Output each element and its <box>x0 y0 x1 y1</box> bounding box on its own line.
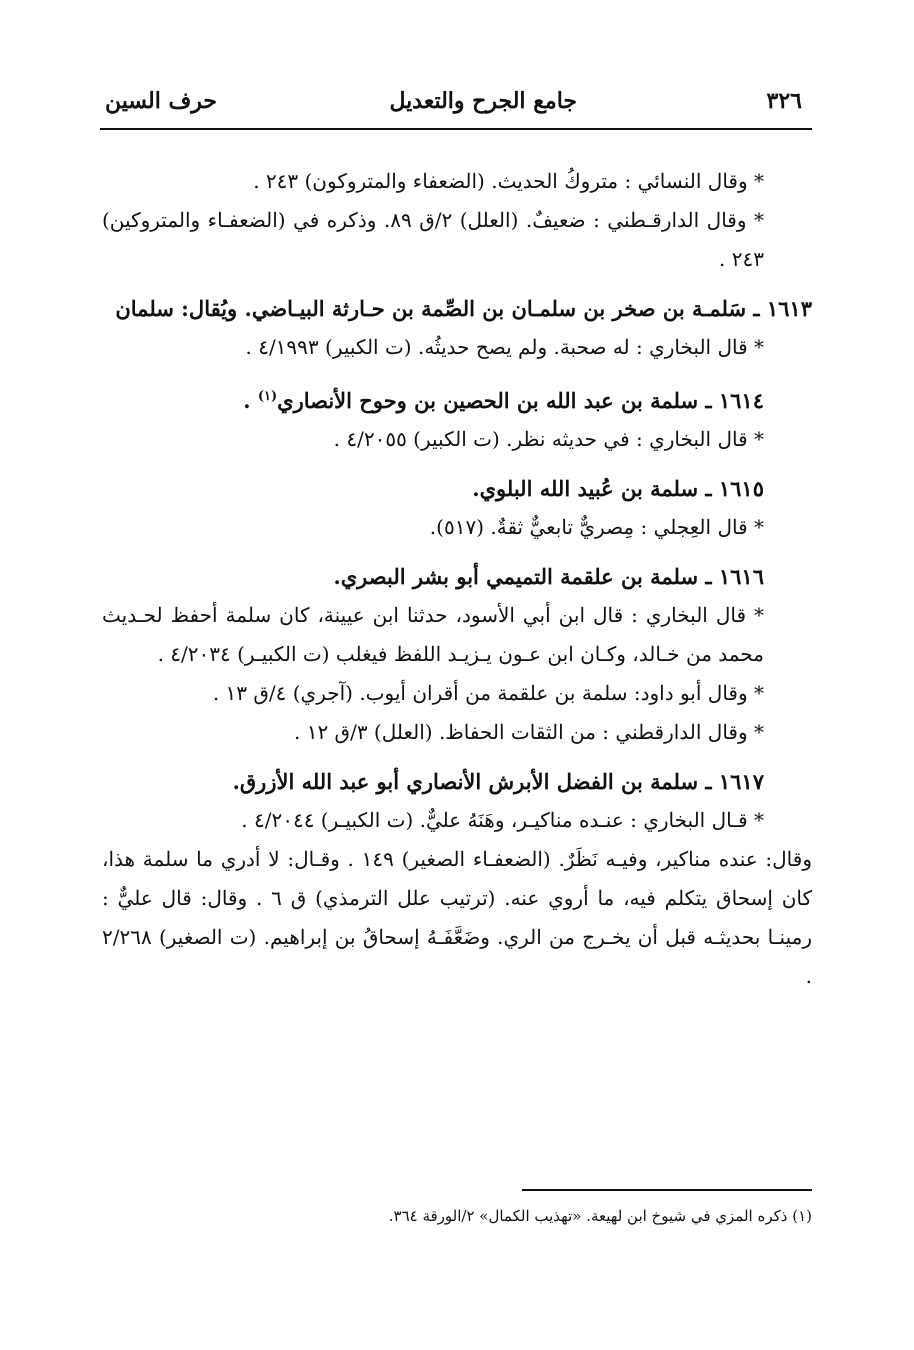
entry-1616-daraqutni: * وقال الدارقطني : من الثقات الحفاظ. (العلل) ٣/ق ١٢ . <box>293 720 764 744</box>
entry-1615-ijli: * قال العِجلي : مِصريٌّ تابعيٌّ ثقةٌ. (٥١٧). <box>429 515 764 539</box>
entry-1617-continued: وقال: عنده مناكير، وفيـه نَظَرٌ. (الضعفـاء الصغير) ١٤٩ . وقـال: لا أدري ما سلمة هذا، كان إسحاق يتكلم فيه، ما أروي عنه. (ترتيب علل الترمذي) ق ٦ . وقال: قال عليٌّ : رمينـا بحديثـه قبل أن يخـرج من الري. وضَعَّفَـهُ إسحاقُ بن إبراهيم. (ت الصغير) ٢/٢٦٨ . <box>102 847 813 988</box>
paragraph-nasai: * وقال النسائي : متروكُ الحديث. (الضعفاء والمتروكون) ٢٤٣ . <box>253 169 764 193</box>
section-title: حرف السين <box>105 88 218 114</box>
entry-1613-bukhari: * قال البخاري : له صحبة. ولم يصح حديثُه. (ت الكبير) ٤/١٩٩٣ . <box>245 335 764 359</box>
paragraph-daraqutni: * وقال الدارقـطني : ضعيفٌ. (العلل) ٢/ق ٨٩. وذكره في (الضعفـاء والمتروكين) ٢٤٣ . <box>102 208 764 271</box>
running-header <box>100 80 812 130</box>
entry-1616-abu-dawud: * وقال أبو داود: سلمة بن علقمة من أقران أيوب. (آجري) ٤/ق ١٣ . <box>212 681 764 705</box>
footnote-separator <box>522 1189 812 1191</box>
entry-1617-bukhari: * قـال البخاري : عنـده مناكيـر، وهَنَهُ عليٌّ. (ت الكبيـر) ٤/٢٠٤٤ . <box>241 808 764 832</box>
entry-heading-1614 <box>102 377 812 420</box>
main-text <box>102 162 812 996</box>
entry-heading-1617: ١٦١٧ ـ سلمة بن الفضل الأبرش الأنصاري أبو عبد الله الأزرق. <box>232 769 764 794</box>
entry-heading-1614-text: ١٦١٤ ـ سلمة بن عبد الله بن الحصين بن وحوح الأنصاري <box>277 388 764 413</box>
entry-heading-1614-end: . <box>243 388 258 413</box>
entry-heading-1616: ١٦١٦ ـ سلمة بن علقمة التميمي أبو بشر البصري. <box>333 564 764 589</box>
entry-1614-bukhari: * قال البخاري : في حديثه نظر. (ت الكبير) ٤/٢٠٥٥ . <box>333 427 764 451</box>
entry-heading-1615: ١٦١٥ ـ سلمة بن عُبيد الله البلوي. <box>472 476 764 501</box>
entry-heading-1613: ١٦١٣ ـ سَلمـة بن صخر بن سلمـان بن الصِّمة بن حـارثة البيـاضي. ويُقال: سلمان <box>115 296 812 321</box>
book-title: جامع الجرح والتعديل <box>389 88 577 114</box>
footnote-1: (١) ذكره المزي في شيوخ ابن لهيعة. «تهذيب الكمال» ٢/الورقة ٣٦٤. <box>388 1207 812 1225</box>
page-number: ٣٢٦ <box>766 88 802 114</box>
entry-1616-bukhari: * قال البخاري : قال ابن أبي الأسود، حدثنا ابن عيينة، كان سلمة أحفظ لحـديث محمد من خـالد، وكـان ابن عـون يـزيـد اللفظ فيغلب (ت الكبيـر) ٤/٢٠٣٤ . <box>102 603 764 666</box>
footnote-ref-1[interactable]: (١) <box>257 389 278 404</box>
